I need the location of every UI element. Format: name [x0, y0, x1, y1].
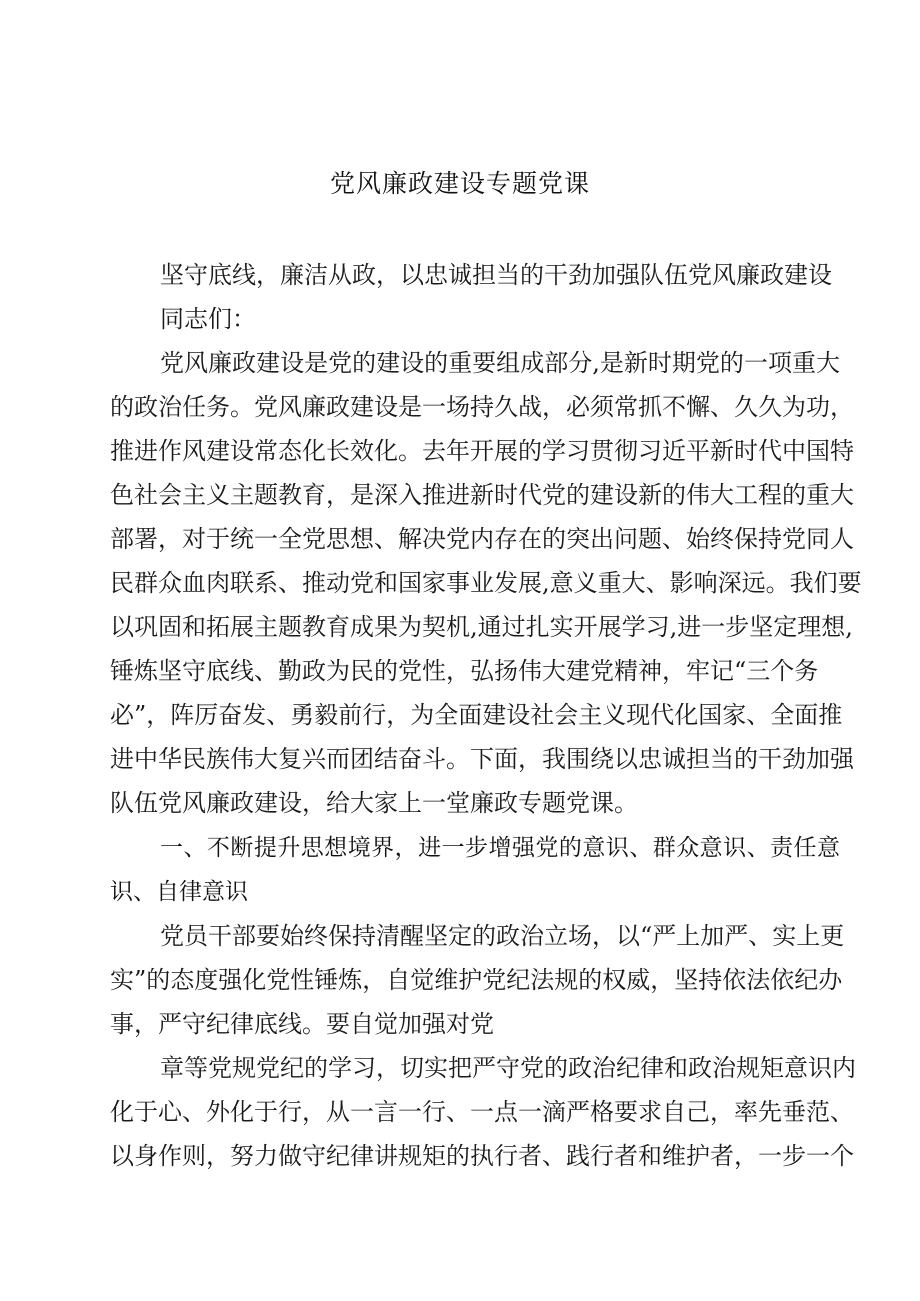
section-heading: 一、不断提升思想境界，进一步增强党的意识、群众意识、责任意	[160, 835, 840, 861]
paragraph-line: 色社会主义主题教育，是深入推进新时代党的建设新的伟大工程的重大	[110, 481, 854, 509]
paragraph-line: 章等党规党纪的学习，切实把严守党的政治纪律和政治规矩意识内	[160, 1054, 856, 1082]
paragraph-line: 部署，对于统一全党思想、解决党内存在的突出问题、始终保持党同人	[110, 525, 854, 553]
document-subtitle: 坚守底线，廉洁从政，以忠诚担当的干劲加强队伍党风廉政建设	[160, 261, 832, 289]
section-heading-continued: 识、自律意识	[110, 879, 248, 905]
paragraph-line: 化于心、外化于行，从一言一行、一点一滴严格要求自己，率先垂范、	[110, 1098, 854, 1126]
paragraph-line: 党员干部要始终保持清醒坚定的政治立场，以“严上加严、实上更	[160, 922, 845, 950]
document-title: 党风廉政建设专题党课	[329, 169, 590, 198]
paragraph-line: 实”的态度强化党性锤炼，自觉维护党纪法规的权威，坚持依法依纪办	[110, 966, 843, 994]
paragraph-line: 事，严守纪律底线。要自觉加强对党	[110, 1010, 494, 1038]
paragraph-line: 民群众血肉联系、推动党和国家事业发展,意义重大、影响深远。我们要	[110, 569, 862, 597]
paragraph-line: 必”，阵厉奋发、勇毅前行，为全面建设社会主义现代化国家、全面推	[110, 701, 843, 729]
paragraph-line: 以身作则，努力做守纪律讲规矩的执行者、践行者和维护者，一步一个	[110, 1142, 854, 1170]
paragraph-line: 进中华民族伟大复兴而团结奋斗。下面，我围绕以忠诚担当的干劲加强	[110, 745, 854, 773]
paragraph-line: 党风廉政建设是党的建设的重要组成部分,是新时期党的一项重大	[160, 349, 840, 377]
paragraph-line: 以巩固和拓展主题教育成果为契机,通过扎实开展学习,进一步坚定理想,	[110, 613, 853, 641]
paragraph-line: 的政治任务。党风廉政建设是一场持久战，必须常抓不懈、久久为功，	[110, 393, 854, 421]
paragraph-line: 推进作风建设常态化长效化。去年开展的学习贯彻习近平新时代中国特	[110, 437, 854, 465]
paragraph-line: 队伍党风廉政建设，给大家上一堂廉政专题党课。	[110, 789, 638, 817]
paragraph-line: 锤炼坚守底线、勤政为民的党性，弘扬伟大建党精神，牢记“三个务	[110, 657, 819, 685]
salutation: 同志们：	[160, 305, 256, 333]
